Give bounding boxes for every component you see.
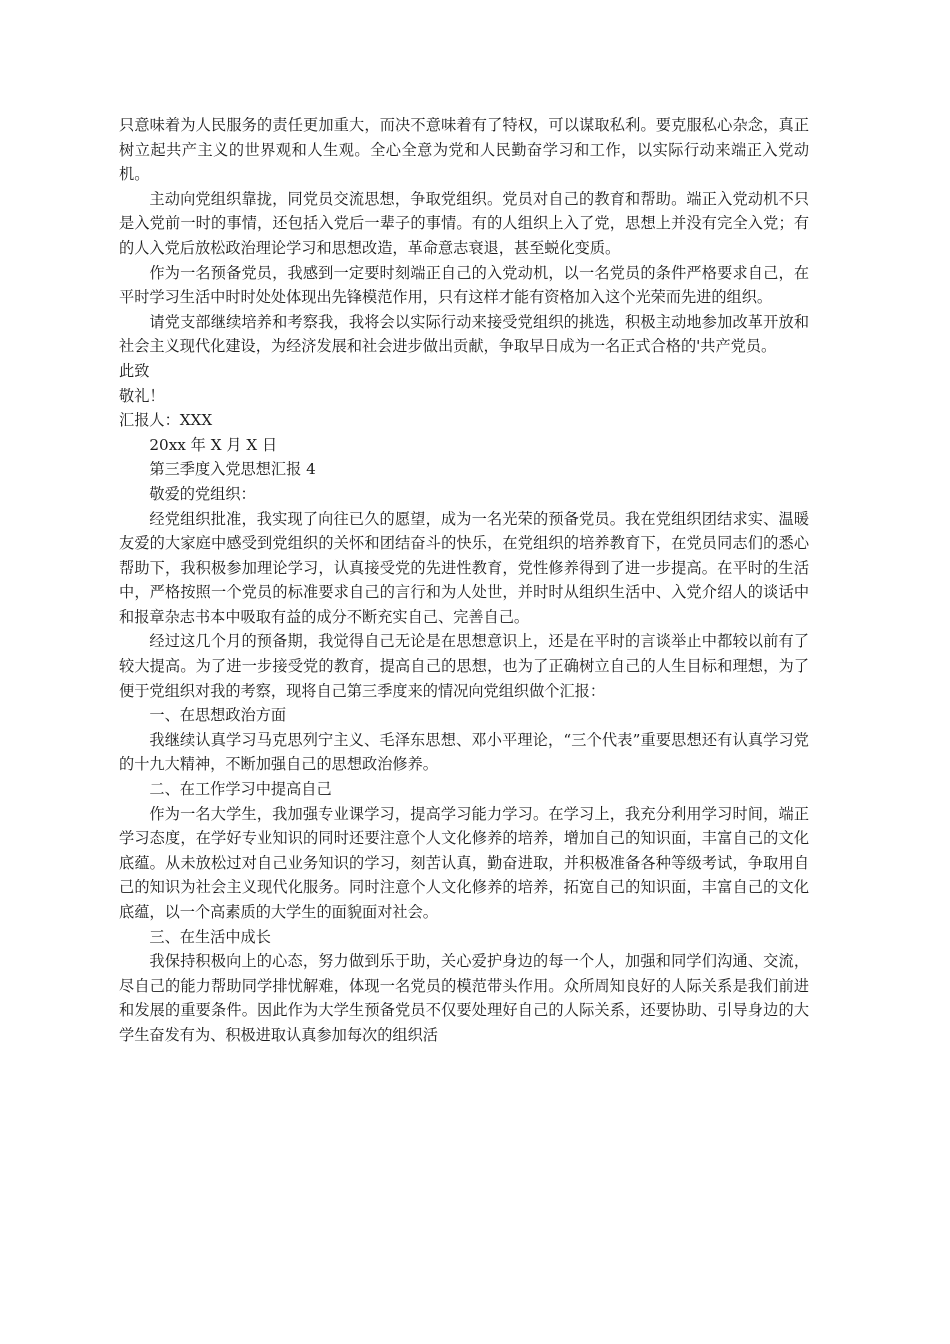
section-2-body: 作为一名大学生，我加强专业课学习，提高学习能力学习。在学习上，我充分利用学习时间，端正学习态度，在学好专业知识的同时还要注意个人文化修养的培养，增加自己的知识面，丰富自己的文化底蕴。从未放松过对自己业务知识的学习，刻苦认真，勤奋进取，并积极准备各种等级考试，争取用自己的知识为社会主义现代化服务。同时注意个人文化修养的培养，拓宽自己的知识面，丰富自己的文化底蕴，以一个高素质的大学生的面貌面对社会。 xyxy=(119,804,809,921)
paragraph-3: 作为一名预备党员，我感到一定要时刻端正自己的入党动机，以一名党员的条件严格要求自己，在平时学习生活中时时处处体现出先锋模范作用，只有这样才能有资格加入这个光荣而先进的组织。 xyxy=(119,263,809,307)
report-intro-1: 经党组织批准，我实现了向往已久的愿望，成为一名光荣的预备党员。我在党组织团结求实、温暖友爱的大家庭中感受到党组织的关怀和团结奋斗的快乐，在党组织的培养教育下，在党员同志们的悉心帮助下，我积极参加理论学习，认真接受党的先进性教育，党性修养得到了进一步提高。在平时的生活中，严格按照一个党员的标准要求自己的言行和为人处世，并时时从组织生活中、入党介绍人的谈话中和报章杂志书本中吸取有益的成分不断充实自己、完善自己。 xyxy=(119,509,809,626)
report-title: 第三季度入党思想汇报 4 xyxy=(149,460,316,479)
section-3-body: 我保持积极向上的心态，努力做到乐于助，关心爱护身边的每一个人，加强和同学们沟通、交流，尽自己的能力帮助同学排忧解难，体现一名党员的模范带头作用。众所周知良好的人际关系是我们前进和发展的重要条件。因此作为大学生预备党员不仅要处理好自己的人际关系，还要协助、引导身边的大学生奋发有为、积极进取认真参加每次的组织活 xyxy=(119,952,809,1044)
section-3-title: 三、在生活中成长 xyxy=(149,927,271,946)
paragraph-4: 请党支部继续培养和考察我，我将会以实际行动来接受党组织的挑选，积极主动地参加改革开放和社会主义现代化建设，为经济发展和社会进步做出贡献，争取早日成为一名正式合格的'共产党员。 xyxy=(119,312,809,356)
section-1-title: 一、在思想政治方面 xyxy=(149,706,287,725)
paragraph-1: 只意味着为人民服务的责任更加重大，而决不意味着有了特权，可以谋取私利。要克服私心杂念，真正树立起共产主义的世界观和人生观。全心全意为党和人民勤奋学习和工作，以实际行动来端正入党动机。 xyxy=(119,116,809,184)
report-intro-2: 经过这几个月的预备期，我觉得自己无论是在思想意识上，还是在平时的言谈举止中都较以前有了较大提高。为了进一步接受党的教育，提高自己的思想，也为了正确树立自己的人生目标和理想，为了便于党组织对我的考察，现将自己第三季度来的情况向党组织做个汇报： xyxy=(119,632,809,700)
report-salutation: 敬爱的党组织： xyxy=(149,484,256,503)
paragraph-2: 主动向党组织靠拢，同党员交流思想，争取党组织。党员对自己的教育和帮助。端正入党动机不只是入党前一时的事情，还包括入党后一辈子的事情。有的人组织上入了党，思想上并没有完全入党；有的人入党后放松政治理论学习和思想改造，革命意志衰退，甚至蜕化变质。 xyxy=(119,189,809,257)
document-page xyxy=(119,113,809,1048)
closing-date: 20xx 年 X 月 X 日 xyxy=(149,435,278,454)
closing-reporter: 汇报人：XXX xyxy=(119,411,213,430)
closing-jingli: 敬礼！ xyxy=(119,386,165,405)
section-1-body: 我继续认真学习马克思列宁主义、毛泽东思想、邓小平理论，“三个代表”重要思想还有认真学习党的十九大精神，不断加强自己的思想政治修养。 xyxy=(119,730,809,774)
section-2-title: 二、在工作学习中提高自己 xyxy=(149,780,332,799)
closing-cizhi: 此致 xyxy=(119,361,150,380)
